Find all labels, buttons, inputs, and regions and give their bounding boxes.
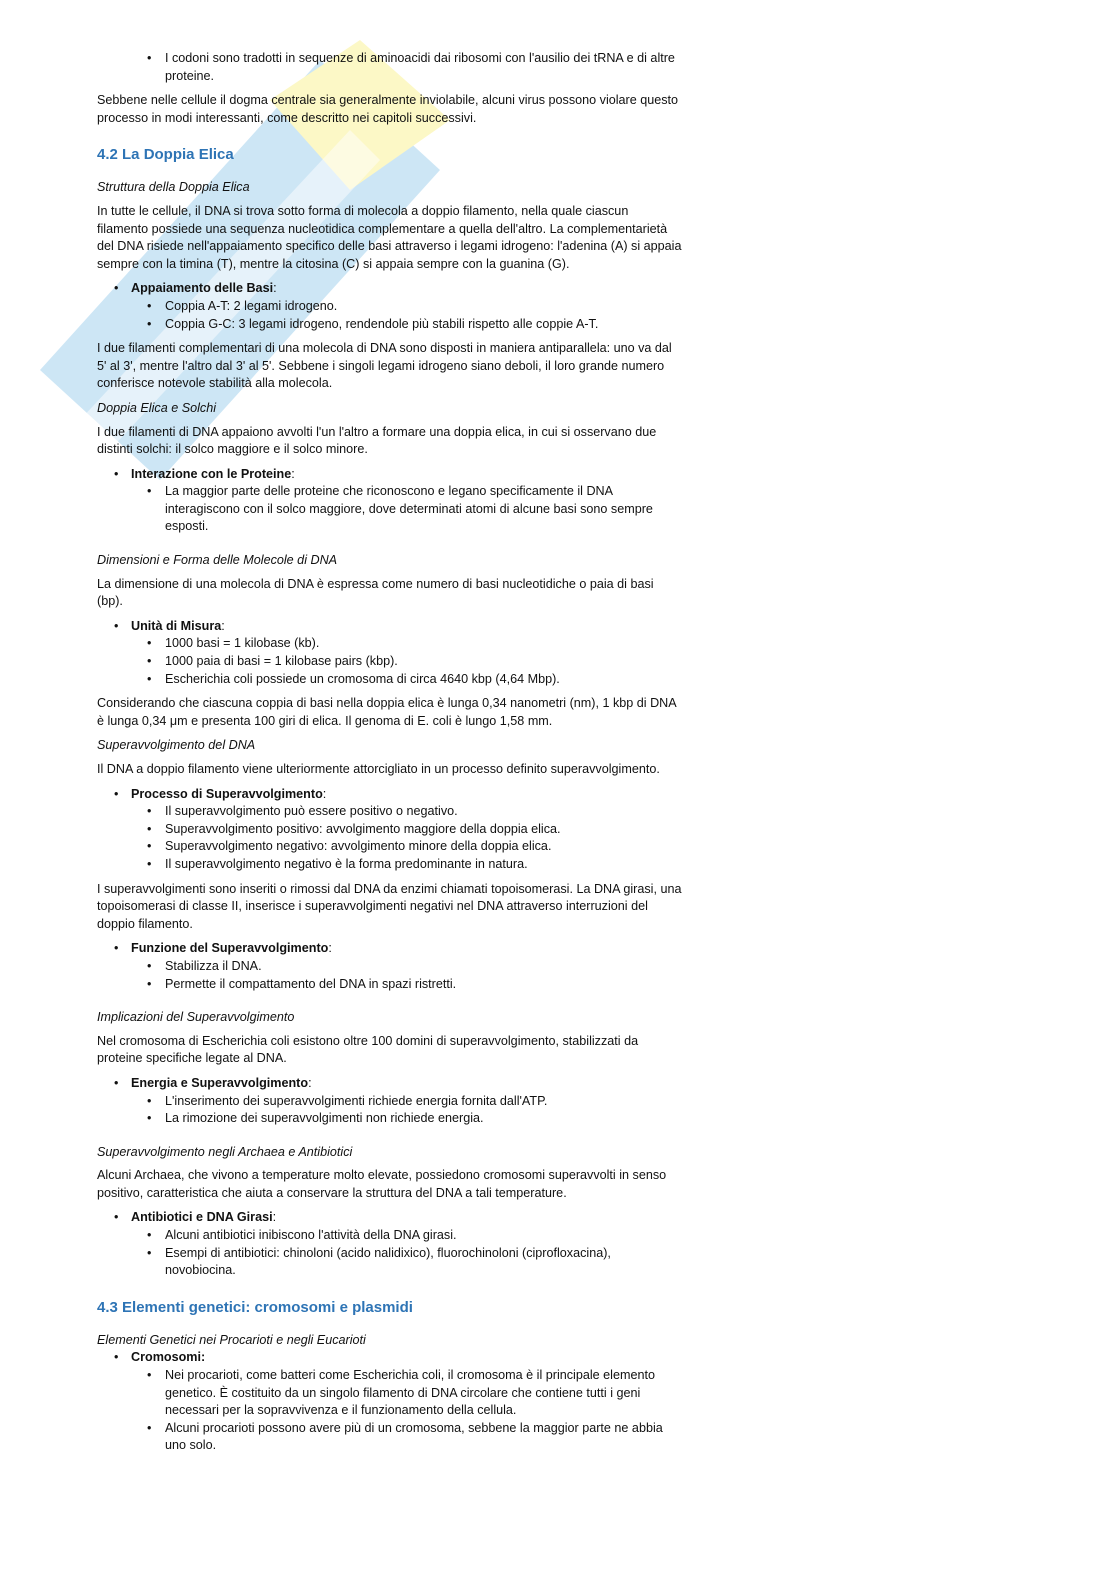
list-item: • Escherichia coli possiede un cromosoma di circa 4640 kbp (4,64 Mbp). (97, 671, 682, 689)
list-item (97, 1349, 682, 1455)
bullet-label: Energia e Superavvolgimento (131, 1075, 309, 1090)
paragraph: I due filamenti di DNA appaiono avvolti l'un l'altro a formare una doppia elica, in cui si osservano due distinti solchi: il solco maggiore e il solco minore. (97, 424, 657, 457)
list-item: • Processo di Superavvolgimento: • Il superavvolgimento può essere positivo o negativo. • Superavvolgimento positivo: avvolgimento maggiore della doppia elica. • Superavvolgimento negativo: avvolgimento minore della doppia elica. • Il superavvolgimento negativo è la forma predominante in natura. (97, 786, 682, 874)
list-item: • Antibiotici e DNA Girasi: • Alcuni antibiotici inibiscono l'attività della DNA girasi. • Esempi di antibiotici: chinoloni (acido nalidixico), fluorochinoloni (ciprofloxacina), novobiocina. (97, 1209, 682, 1279)
subheading-implicazioni: Implicazioni del Superavvolgimento (97, 1010, 295, 1025)
list-item: • Alcuni procarioti possono avere più di un cromosoma, sebbene la maggior parte ne abbia uno solo. (97, 1420, 682, 1455)
top-bullet-list (97, 50, 682, 85)
sub-list (131, 635, 682, 688)
subheading-archaea: Superavvolgimento negli Archaea e Antibiotici (97, 1144, 353, 1159)
sub-list (131, 803, 682, 873)
list-item: • I codoni sono tradotti in sequenze di aminoacidi dai ribosomi con l'ausilio dei tRNA e di altre proteine. (97, 50, 682, 85)
list-item: • Esempi di antibiotici: chinoloni (acido nalidixico), fluorochinoloni (ciprofloxacina), novobiocina. (97, 1245, 682, 1280)
paragraph: Considerando che ciascuna coppia di basi nella doppia elica è lunga 0,34 nanometri (nm), 1 kbp di DNA è lunga 0,34 μm e presenta 100 giri di elica. Il genoma di E. coli è lungo 1,58 mm. (97, 696, 676, 728)
bullet-list (97, 1209, 682, 1279)
list-item: • La rimozione dei superavvolgimenti non richiede energia. (97, 1110, 682, 1128)
bullet-label: Cromosomi: (131, 1350, 206, 1365)
document-page (97, 50, 682, 1462)
subheading-solchi: Doppia Elica e Solchi (97, 400, 217, 415)
subheading-struttura: Struttura della Doppia Elica (97, 180, 250, 195)
list-item: • Il superavvolgimento può essere positivo o negativo. (97, 803, 682, 821)
sub-list (131, 1093, 682, 1128)
paragraph: Nel cromosoma di Escherichia coli esistono oltre 100 domini di superavvolgimento, stabilizzati da proteine specifiche legate al DNA. (97, 1033, 639, 1066)
paragraph: Alcuni Archaea, che vivono a temperature molto elevate, possiedono cromosomi superavvolti in senso positivo, caratteristica che aiuta a conservare la struttura del DNA a tali temperature. (97, 1168, 667, 1200)
bullet-list (97, 1349, 682, 1455)
list-item: • Superavvolgimento negativo: avvolgimento minore della doppia elica. (97, 838, 682, 856)
paragraph: I superavvolgimenti sono inseriti o rimossi dal DNA da enzimi chiamati topoisomerasi. La DNA girasi, una topoisomerasi di classe II, inserisce i superavvolgimenti negativi nel DNA attraverso interruzioni del doppio filamento. (97, 881, 682, 931)
list-item: • Energia e Superavvolgimento: • L'inserimento dei superavvolgimenti richiede energia fornita dall'ATP. • La rimozione dei superavvolgimenti non richiede energia. (97, 1075, 682, 1128)
subheading-elementi-genetici: Elementi Genetici nei Procarioti e negli Eucarioti (97, 1332, 366, 1347)
subheading-superavvolgimento: Superavvolgimento del DNA (97, 738, 256, 753)
list-item: • Superavvolgimento positivo: avvolgimento maggiore della doppia elica. (97, 821, 682, 839)
list-item: • 1000 paia di basi = 1 kilobase pairs (kbp). (97, 653, 682, 671)
list-item: • Stabilizza il DNA. (97, 958, 682, 976)
sub-list (131, 298, 682, 333)
paragraph: In tutte le cellule, il DNA si trova sotto forma di molecola a doppio filamento, nella quale ciascun filamento possiede una sequenza nucleotidica complementare a quella dell'altro. La complementarietà del DNA risiede nell'appaiamento specifico delle basi attraverso i legami idrogeno: l'adenina (A) si appaia sempre con la timina (T), mentre la citosina (C) si appaia sempre con la guanina (G). (97, 203, 682, 271)
list-item: • Coppia G-C: 3 legami idrogeno, rendendole più stabili rispetto alle coppie A-T. (97, 316, 682, 334)
bullet-label: Processo di Superavvolgimento (131, 786, 323, 801)
list-item: • Coppia A-T: 2 legami idrogeno. (97, 298, 682, 316)
paragraph: I due filamenti complementari di una molecola di DNA sono disposti in maniera antiparallela: uno va dal 5' al 3', mentre l'altro dal 3' al 5'. Sebbene i singoli legami idrogeno siano deboli, il loro grande numero conferisce notevole stabilità alla molecola. (97, 341, 672, 391)
bullet-list (97, 466, 682, 536)
sub-list (131, 483, 682, 536)
list-item: • 1000 basi = 1 kilobase (kb). (97, 635, 682, 653)
bullet-label: Antibiotici e DNA Girasi (131, 1210, 273, 1225)
paragraph: Il DNA a doppio filamento viene ulteriormente attorcigliato in un processo definito superavvolgimento. (97, 762, 660, 776)
bullet-label: Unità di Misura (131, 618, 222, 633)
list-item: • Funzione del Superavvolgimento: • Stabilizza il DNA. • Permette il compattamento del DNA in spazi ristretti. (97, 940, 682, 993)
bullet-list (97, 1075, 682, 1128)
bullet-label: Interazione con le Proteine (131, 466, 292, 481)
bullet-list (97, 786, 682, 874)
list-item: • Nei procarioti, come batteri come Escherichia coli, il cromosoma è il principale elemento genetico. È costituito da un singolo filamento di DNA circolare che contiene tutti i geni necessari per la sopravvivenza e il funzionamento della cellula. (97, 1367, 682, 1420)
list-item: • Interazione con le Proteine: • La maggior parte delle proteine che riconoscono e legano specificamente il DNA interagiscono con il solco maggiore, dove determinati atomi di alcune basi sono sempre esposti. (97, 466, 682, 536)
list-item: • L'inserimento dei superavvolgimenti richiede energia fornita dall'ATP. (97, 1093, 682, 1111)
list-item: • Alcuni antibiotici inibiscono l'attività della DNA girasi. (97, 1227, 682, 1245)
bullet-label: Funzione del Superavvolgimento (131, 941, 329, 956)
list-item: • Permette il compattamento del DNA in spazi ristretti. (97, 976, 682, 994)
section-title-4-2: 4.2 La Doppia Elica (97, 146, 234, 164)
section-title-4-3: 4.3 Elementi genetici: cromosomi e plasmidi (97, 1298, 413, 1316)
bullet-list (97, 940, 682, 993)
bullet-label: Appaiamento delle Basi (131, 281, 274, 296)
sub-list (131, 958, 682, 993)
paragraph: La dimensione di una molecola di DNA è espressa come numero di basi nucleotidiche o paia di basi (bp). (97, 576, 654, 609)
bullet-list (97, 280, 682, 333)
list-item: • La maggior parte delle proteine che riconoscono e legano specificamente il DNA interagiscono con il solco maggiore, dove determinati atomi di alcune basi sono sempre esposti. (97, 483, 682, 536)
subheading-dimensioni: Dimensioni e Forma delle Molecole di DNA (97, 553, 338, 568)
list-item: • Unità di Misura: • 1000 basi = 1 kilobase (kb). • 1000 paia di basi = 1 kilobase pairs (kbp). • Escherichia coli possiede un cromosoma di circa 4640 kbp (4,64 Mbp). (97, 618, 682, 688)
sub-list (131, 1227, 682, 1280)
list-item: • Appaiamento delle Basi: • Coppia A-T: 2 legami idrogeno. • Coppia G-C: 3 legami idrogeno, rendendole più stabili rispetto alle coppie A-T. (97, 280, 682, 333)
bullet-list (97, 618, 682, 688)
list-item: • Il superavvolgimento negativo è la forma predominante in natura. (97, 856, 682, 874)
sub-list (131, 1367, 682, 1455)
intro-paragraph: Sebbene nelle cellule il dogma centrale sia generalmente inviolabile, alcuni virus possono violare questo processo in modi interessanti, come descritto nei capitoli successivi. (97, 93, 679, 125)
